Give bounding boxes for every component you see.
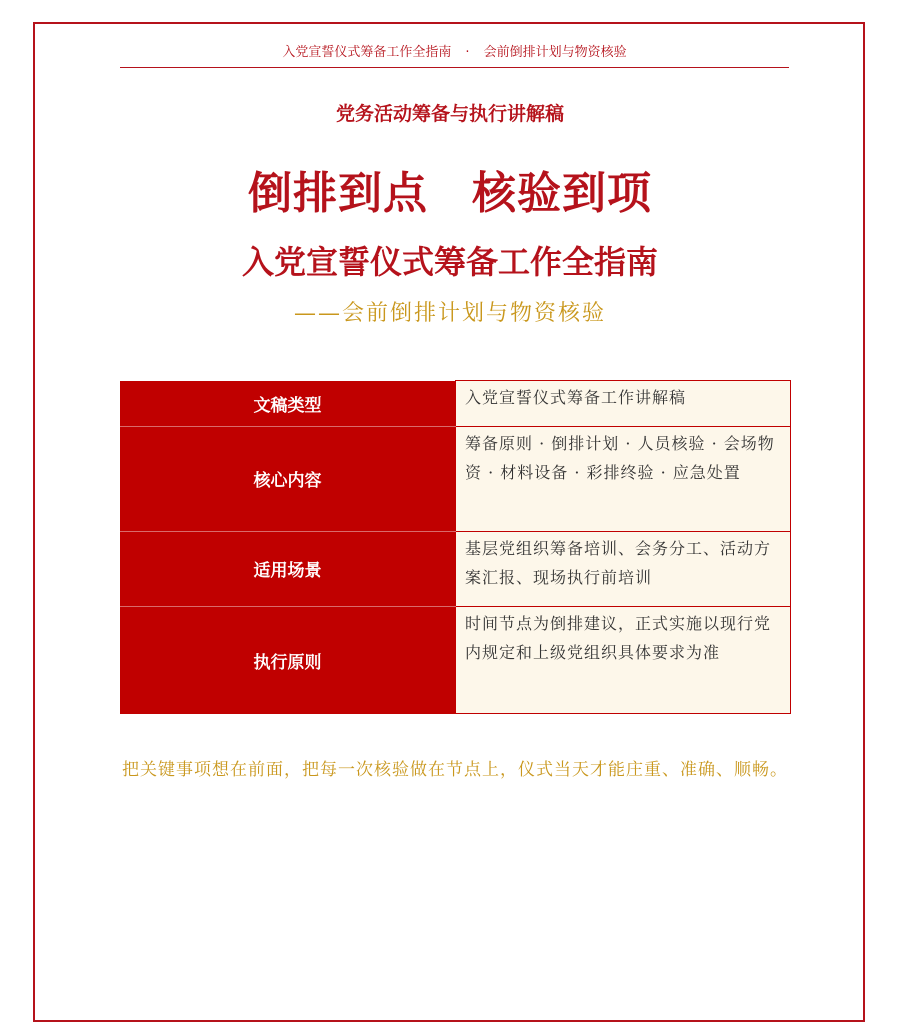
- running-header: [120, 42, 789, 68]
- subject-line: 党务活动筹备与执行讲解稿: [335, 103, 564, 125]
- row-value-doc-type: 入党宣誓仪式筹备工作讲解稿: [456, 381, 791, 427]
- row-value-core-content: 筹备原则 · 倒排计划 · 人员核验 · 会场物资 · 材料设备 · 彩排终验 · 应急处置: [456, 426, 791, 531]
- row-label-core-content: 核心内容: [120, 426, 456, 531]
- headline-part-2: 核验到项: [472, 168, 652, 219]
- table-row: [120, 606, 791, 714]
- row-label-principles: 执行原则: [120, 606, 456, 714]
- closing-text: 把关键事项想在前面，把每一次核验做在节点上，仪式当天才能庄重、准确、顺畅。: [122, 760, 788, 780]
- row-label-scenarios: 适用场景: [120, 531, 456, 606]
- headline-part-1: 倒排到点: [248, 168, 428, 219]
- headline: [0, 166, 900, 222]
- row-value-principles: 时间节点为倒排建议，正式实施以现行党内规定和上级党组织具体要求为准: [456, 606, 791, 714]
- row-label-doc-type: 文稿类型: [120, 381, 456, 427]
- running-header-subtitle: 会前倒排计划与物资核验: [483, 45, 627, 60]
- running-header-title: 入党宣誓仪式筹备工作全指南: [282, 45, 452, 60]
- row-value-scenarios: 基层党组织筹备培训、会务分工、活动方案汇报、现场执行前培训: [456, 531, 791, 606]
- info-table: [120, 380, 791, 714]
- table-row: [120, 426, 791, 531]
- document-subtitle: ——会前倒排计划与物资核验: [293, 301, 606, 326]
- table-row: [120, 531, 791, 606]
- document-title: 入党宣誓仪式筹备工作全指南: [241, 243, 658, 281]
- running-header-separator: ·: [465, 45, 470, 60]
- table-row: [120, 381, 791, 427]
